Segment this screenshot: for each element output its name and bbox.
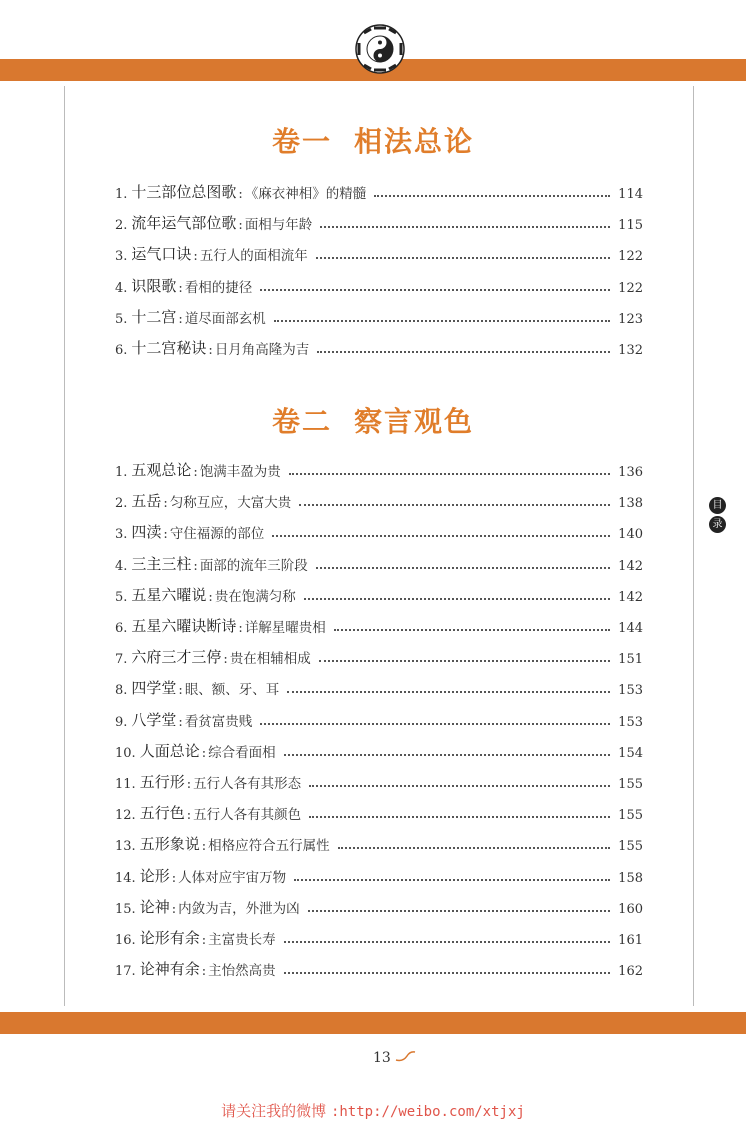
entry-title: 四渎 bbox=[131, 523, 162, 542]
entry-colon: : bbox=[238, 218, 243, 234]
entry-title: 十二宫 bbox=[131, 307, 177, 326]
entry-subtitle: 五行人的面相流年 bbox=[199, 248, 308, 265]
entry-number: 14. bbox=[115, 870, 136, 886]
dot-leader bbox=[284, 753, 611, 756]
entry-colon: : bbox=[171, 901, 177, 917]
entry-page: 132 bbox=[618, 343, 643, 358]
entry-page: 155 bbox=[618, 808, 643, 824]
entry-title: 论神 bbox=[139, 897, 170, 916]
entry-colon: : bbox=[208, 343, 213, 358]
dot-leader bbox=[338, 846, 611, 849]
entry-title: 五星六曜诀断诗 bbox=[131, 617, 237, 635]
toc-entry[interactable] bbox=[115, 332, 643, 358]
entry-page: 136 bbox=[618, 465, 643, 480]
entry-title: 五岳 bbox=[131, 492, 162, 511]
entry-number: 2. bbox=[115, 218, 128, 234]
volume-name: 相法总论 bbox=[354, 125, 475, 158]
entry-number: 2. bbox=[115, 496, 128, 512]
entry-page: 140 bbox=[618, 527, 643, 543]
entry-title: 五观总论 bbox=[131, 461, 192, 479]
entry-colon: : bbox=[178, 714, 183, 730]
toc-entry[interactable] bbox=[115, 270, 643, 296]
entry-subtitle: 匀称互应，大富大贵 bbox=[169, 495, 292, 512]
entry-number: 8. bbox=[115, 683, 128, 699]
volume-title bbox=[0, 400, 746, 440]
entry-title: 论形有余 bbox=[139, 929, 200, 947]
volume-name: 察言观色 bbox=[354, 405, 475, 438]
entry-page: 154 bbox=[618, 745, 643, 761]
entry-number: 3. bbox=[115, 249, 128, 265]
entry-subtitle: 看相的捷径 bbox=[184, 279, 253, 296]
toc-entry[interactable] bbox=[115, 579, 643, 605]
toc-entry[interactable] bbox=[115, 516, 643, 542]
entry-number: 5. bbox=[115, 589, 128, 605]
dot-leader bbox=[287, 690, 610, 693]
entry-subtitle: 守住福源的部位 bbox=[169, 526, 265, 543]
entry-colon: : bbox=[208, 589, 213, 605]
dot-leader bbox=[272, 534, 610, 537]
entry-colon: : bbox=[163, 527, 168, 543]
entry-subtitle: 道尽面部玄机 bbox=[184, 310, 266, 327]
entry-page: 160 bbox=[618, 901, 643, 917]
entry-number: 6. bbox=[115, 621, 128, 636]
entry-page: 144 bbox=[618, 621, 643, 636]
entry-title: 流年运气部位歌 bbox=[131, 214, 237, 233]
entry-title: 五星六曜说 bbox=[131, 585, 207, 604]
dot-leader bbox=[294, 878, 610, 881]
entry-colon: : bbox=[201, 745, 207, 761]
entry-number: 7. bbox=[115, 652, 128, 668]
dot-leader bbox=[309, 815, 610, 818]
dot-leader bbox=[319, 659, 610, 662]
toc-entry[interactable] bbox=[115, 797, 643, 823]
entry-page: 155 bbox=[618, 839, 643, 855]
entry-subtitle: 主富贵长寿 bbox=[208, 932, 276, 948]
entry-page: 114 bbox=[618, 187, 643, 202]
toc-entry[interactable] bbox=[115, 922, 643, 948]
entry-number: 1. bbox=[115, 187, 128, 202]
entry-colon: : bbox=[178, 311, 183, 327]
entry-subtitle: 内敛为吉，外泄为凶 bbox=[178, 900, 300, 917]
entry-page: 161 bbox=[618, 933, 643, 948]
entry-subtitle: 相格应符合五行属性 bbox=[208, 838, 330, 855]
toc-entry[interactable] bbox=[115, 641, 643, 667]
dot-leader bbox=[320, 225, 610, 228]
entry-title: 人面总论 bbox=[139, 741, 200, 760]
entry-number: 4. bbox=[115, 558, 128, 574]
entry-colon: : bbox=[223, 652, 228, 668]
toc-entry[interactable] bbox=[115, 704, 643, 730]
entry-subtitle: 《麻衣神相》的精髓 bbox=[244, 186, 367, 202]
toc-entry[interactable] bbox=[115, 828, 643, 854]
entry-page: 142 bbox=[618, 589, 643, 605]
entry-number: 4. bbox=[115, 280, 128, 296]
entry-title: 运气口诀 bbox=[131, 245, 192, 264]
toc-entry[interactable] bbox=[115, 610, 643, 636]
entry-number: 5. bbox=[115, 311, 128, 327]
page-number: 13 bbox=[373, 1050, 417, 1066]
toc-entry[interactable] bbox=[115, 953, 643, 979]
entry-colon: : bbox=[178, 683, 183, 699]
toc-entry[interactable] bbox=[115, 672, 643, 698]
dot-leader bbox=[309, 784, 610, 787]
dot-leader bbox=[284, 971, 611, 974]
entry-number: 1. bbox=[115, 465, 128, 480]
entry-title: 五行形 bbox=[139, 773, 185, 791]
entry-title: 十二宫秘诀 bbox=[131, 339, 207, 357]
entry-colon: : bbox=[193, 249, 198, 265]
toc-entry[interactable] bbox=[115, 548, 643, 574]
entry-colon: : bbox=[193, 558, 198, 574]
toc-entry[interactable] bbox=[115, 238, 643, 264]
entry-colon: : bbox=[201, 933, 207, 948]
entry-subtitle: 看贫富贵贱 bbox=[184, 713, 253, 730]
entry-title: 论形 bbox=[139, 866, 170, 885]
entry-title: 识限歌 bbox=[131, 276, 177, 295]
entry-colon: : bbox=[238, 621, 243, 636]
entry-subtitle: 人体对应宇宙万物 bbox=[178, 869, 287, 886]
entry-title: 论神有余 bbox=[139, 960, 200, 979]
side-tab bbox=[709, 497, 727, 535]
dot-leader bbox=[299, 503, 610, 506]
entry-subtitle: 饱满丰盈为贵 bbox=[199, 464, 281, 480]
dot-leader bbox=[316, 566, 610, 569]
entry-subtitle: 眼、额、牙、耳 bbox=[184, 682, 280, 699]
footer-url[interactable]: :http://weibo.com/xtjxj bbox=[330, 1104, 525, 1120]
entry-page: 122 bbox=[618, 280, 643, 296]
entry-subtitle: 综合看面相 bbox=[208, 744, 276, 761]
entry-title: 五行色 bbox=[139, 804, 185, 823]
dot-leader bbox=[316, 256, 610, 259]
entry-page: 138 bbox=[618, 496, 643, 512]
toc-entry[interactable] bbox=[115, 766, 643, 792]
entry-page: 153 bbox=[618, 683, 643, 699]
entry-number: 11. bbox=[115, 777, 136, 792]
entry-subtitle: 面相与年龄 bbox=[244, 217, 313, 234]
entry-number: 15. bbox=[115, 901, 136, 917]
entry-number: 10. bbox=[115, 745, 136, 761]
dot-leader bbox=[284, 940, 611, 943]
swirl-icon bbox=[395, 1050, 417, 1062]
entry-number: 17. bbox=[115, 964, 136, 980]
entry-title: 十三部位总图歌 bbox=[131, 183, 237, 201]
entry-page: 115 bbox=[618, 218, 643, 234]
dot-leader bbox=[317, 350, 610, 353]
toc-entry[interactable] bbox=[115, 485, 643, 511]
entry-number: 12. bbox=[115, 808, 136, 824]
toc-entry[interactable] bbox=[115, 176, 643, 202]
entry-subtitle: 五行人各有其颜色 bbox=[193, 807, 302, 824]
entry-colon: : bbox=[178, 280, 183, 296]
entry-subtitle: 面部的流年三阶段 bbox=[199, 557, 308, 574]
volume-number: 卷一 bbox=[271, 125, 332, 158]
volume-number: 卷二 bbox=[271, 405, 332, 438]
entry-page: 151 bbox=[618, 652, 643, 668]
dot-leader bbox=[260, 722, 610, 725]
entry-title: 六府三才三停 bbox=[131, 648, 222, 667]
toc-entry[interactable] bbox=[115, 454, 643, 480]
toc-entry[interactable] bbox=[115, 301, 643, 327]
dot-leader bbox=[260, 288, 610, 291]
entry-colon: : bbox=[186, 777, 192, 792]
dot-leader bbox=[274, 319, 610, 322]
entry-number: 9. bbox=[115, 714, 128, 730]
bottom-banner bbox=[0, 1012, 746, 1034]
entry-page: 158 bbox=[618, 870, 643, 886]
yin-yang-bagua-icon bbox=[355, 24, 405, 74]
entry-colon: : bbox=[201, 839, 207, 855]
entry-colon: : bbox=[201, 964, 207, 980]
entry-page: 162 bbox=[618, 964, 643, 980]
entry-title: 三主三柱 bbox=[131, 554, 192, 573]
entry-colon: : bbox=[238, 187, 243, 202]
footer bbox=[0, 1100, 746, 1121]
toc-entry[interactable] bbox=[115, 891, 643, 917]
toc-entry[interactable] bbox=[115, 735, 643, 761]
entry-subtitle: 贵在饱满匀称 bbox=[214, 588, 296, 605]
footer-text: 请关注我的微博 bbox=[221, 1102, 327, 1120]
dot-leader bbox=[374, 194, 610, 197]
side-tab-char: 录 bbox=[709, 516, 726, 533]
side-tab-char: 目 bbox=[709, 497, 726, 514]
dot-leader bbox=[304, 597, 610, 600]
entry-title: 四学堂 bbox=[131, 679, 177, 698]
toc-entry[interactable] bbox=[115, 207, 643, 233]
entry-number: 13. bbox=[115, 839, 136, 855]
entry-colon: : bbox=[163, 496, 168, 512]
dot-leader bbox=[334, 628, 610, 631]
entry-colon: : bbox=[186, 808, 192, 824]
entry-subtitle: 贵在相辅相成 bbox=[229, 651, 311, 668]
entry-colon: : bbox=[193, 465, 198, 480]
entry-page: 155 bbox=[618, 777, 643, 792]
entry-subtitle: 主怡然高贵 bbox=[208, 963, 276, 980]
toc-entry[interactable] bbox=[115, 860, 643, 886]
entry-page: 142 bbox=[618, 558, 643, 574]
entry-subtitle: 详解星曜贵相 bbox=[244, 620, 326, 636]
entry-number: 16. bbox=[115, 933, 136, 948]
entry-subtitle: 五行人各有其形态 bbox=[193, 776, 302, 792]
entry-page: 123 bbox=[618, 311, 643, 327]
entry-number: 3. bbox=[115, 527, 128, 543]
volume-title bbox=[0, 120, 746, 160]
entry-subtitle: 日月角高隆为吉 bbox=[214, 342, 310, 358]
entry-title: 五形象说 bbox=[139, 835, 200, 854]
entry-page: 153 bbox=[618, 714, 643, 730]
entry-colon: : bbox=[171, 870, 177, 886]
entry-title: 八学堂 bbox=[131, 710, 177, 729]
entry-number: 6. bbox=[115, 343, 128, 358]
entry-page: 122 bbox=[618, 249, 643, 265]
dot-leader bbox=[289, 472, 610, 475]
dot-leader bbox=[308, 909, 611, 912]
